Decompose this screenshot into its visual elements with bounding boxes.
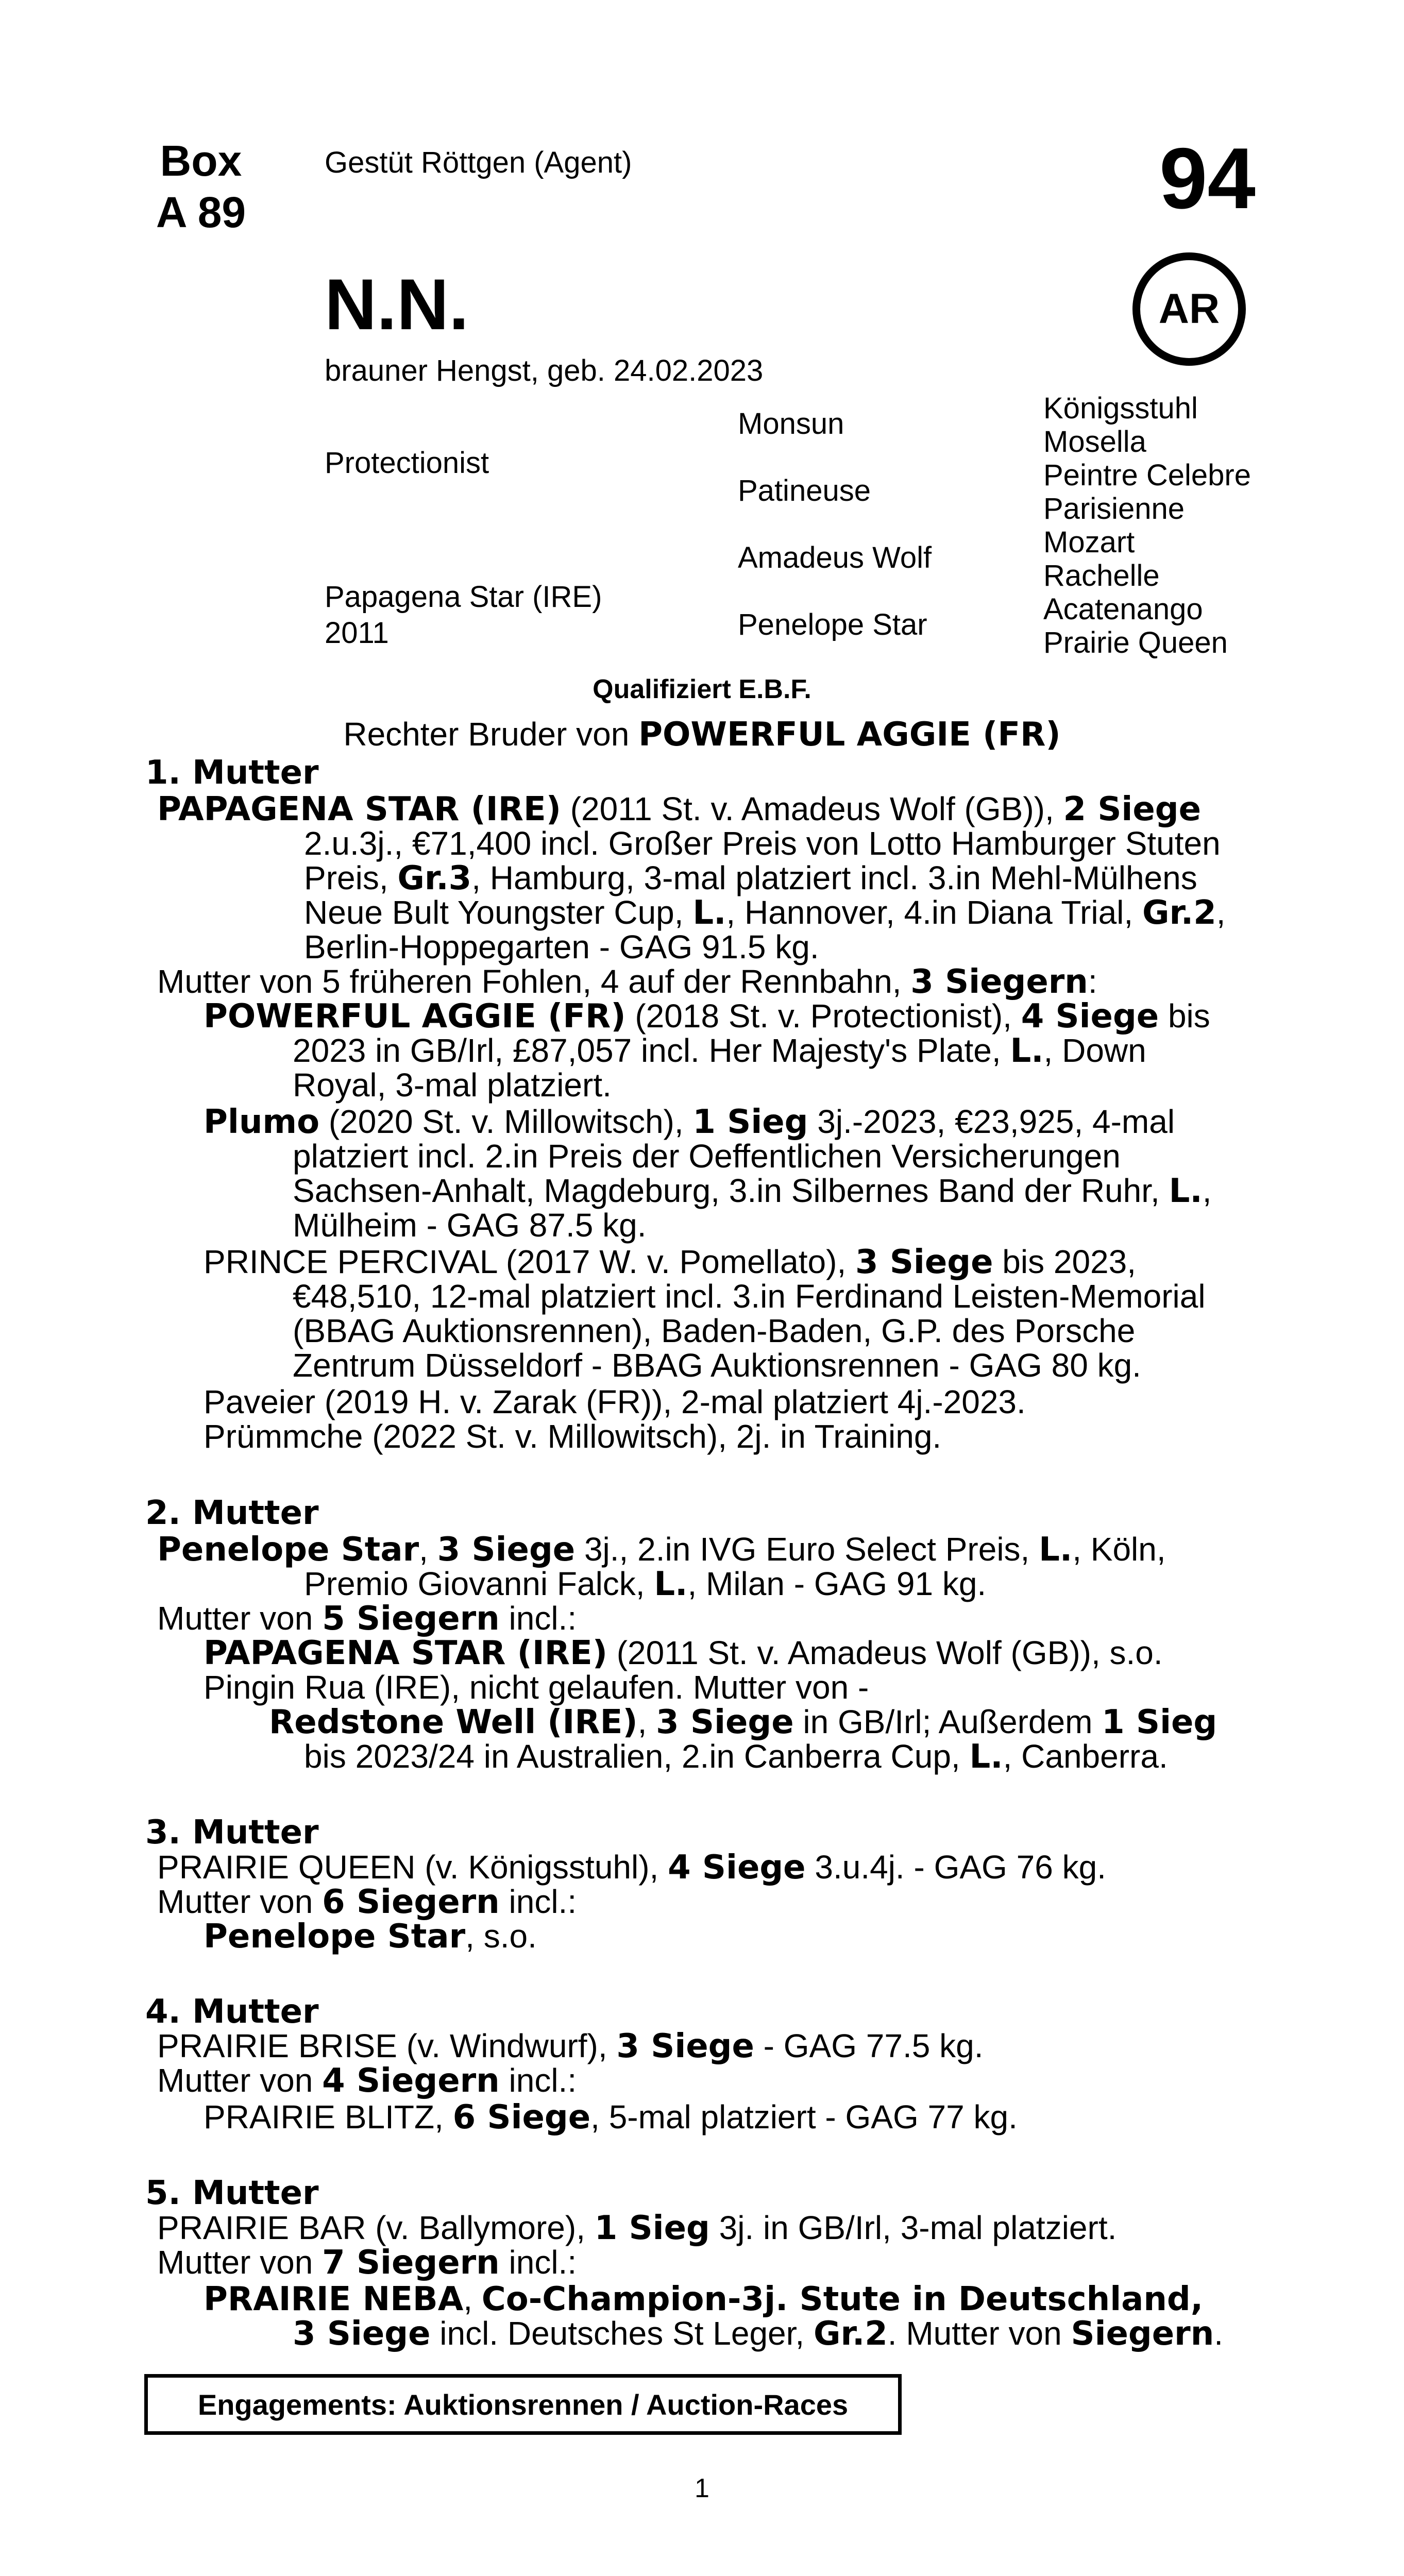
bold-segment: 3 Siege xyxy=(293,2315,431,2353)
record-line xyxy=(304,1739,1168,1774)
text-segment: , Down xyxy=(1043,1032,1146,1069)
section-heading xyxy=(145,1994,319,2029)
record-line xyxy=(157,791,1201,827)
record-line xyxy=(293,1033,1146,1069)
record-line xyxy=(157,2063,577,2098)
record-line xyxy=(304,860,1197,896)
record-line xyxy=(157,2028,984,2064)
text-segment: 2.u.3j., €71,400 incl. Großer Preis von Lotto Hamburger Stuten xyxy=(304,825,1221,862)
bold-segment: L. xyxy=(1039,1531,1073,1569)
bold-segment: L. xyxy=(1010,1032,1044,1070)
text-segment: . Mutter von xyxy=(887,2315,1071,2352)
bold-segment: PAPAGENA STAR (IRE) xyxy=(204,1634,607,1672)
record-line xyxy=(304,1566,986,1602)
pedigree-g2: Mosella xyxy=(1043,425,1146,459)
text-segment: Premio Giovanni Falck, xyxy=(304,1565,654,1602)
record-line xyxy=(157,1601,577,1636)
pedigree-g6: Rachelle xyxy=(1043,559,1160,592)
brother-prefix: Rechter Bruder von xyxy=(343,716,639,753)
lot-number: 94 xyxy=(1159,130,1256,227)
text-segment: , s.o. xyxy=(465,1918,537,1955)
section-heading-text: 4. Mutter xyxy=(145,1993,319,2031)
record-line xyxy=(204,1670,869,1705)
record-line xyxy=(293,1208,646,1243)
text-segment: (2011 St. v. Amadeus Wolf (GB)), xyxy=(561,790,1063,827)
record-line xyxy=(304,895,1226,930)
section-heading-text: 5. Mutter xyxy=(145,2174,319,2212)
text-segment: (BBAG Auktionsrennen), Baden-Baden, G.P. des Porsche xyxy=(293,1312,1136,1349)
record-line xyxy=(293,1313,1135,1348)
text-segment: Zentrum Düsseldorf - BBAG Auktionsrennen - GAG 80 kg. xyxy=(293,1347,1141,1384)
pedigree-dam-year: 2011 xyxy=(325,616,389,650)
text-segment: Pingin Rua (IRE), nicht gelaufen. Mutter von - xyxy=(204,1669,869,1706)
brother-line xyxy=(0,715,1404,754)
record-line xyxy=(157,1532,1166,1567)
record-line xyxy=(304,826,1221,861)
horse-name: N.N. xyxy=(325,264,469,345)
text-segment: (2020 St. v. Millowitsch), xyxy=(319,1103,693,1140)
record-line xyxy=(293,1067,612,1103)
text-segment: , Canberra. xyxy=(1003,1738,1168,1775)
text-segment: 3j.-2023, €23,925, 4-mal xyxy=(808,1103,1175,1140)
text-segment: 3j. in GB/Irl, 3-mal platziert. xyxy=(709,2209,1117,2246)
record-line xyxy=(204,1244,1136,1280)
bold-segment: L. xyxy=(692,894,726,932)
bold-segment: 1 Sieg xyxy=(1102,1703,1217,1741)
bold-segment: 1 Sieg xyxy=(594,2209,710,2247)
brother-name: POWERFUL AGGIE (FR) xyxy=(638,716,1061,754)
text-segment: Neue Bult Youngster Cup, xyxy=(304,894,693,931)
pedigree-sire-sire: Monsun xyxy=(738,407,844,440)
record-line xyxy=(204,1919,537,1954)
text-segment: Prümmche (2022 St. v. Millowitsch), 2j. in Training. xyxy=(204,1418,942,1455)
bold-segment: Redstone Well (IRE) xyxy=(269,1703,638,1741)
bold-segment: Co-Champion-3j. Stute in Deutschland, xyxy=(481,2280,1203,2318)
pedigree-g4: Parisienne xyxy=(1043,492,1185,526)
bold-segment: 3 Siege xyxy=(656,1703,794,1741)
pedigree-dam-dam: Penelope Star xyxy=(738,608,927,641)
bold-segment: Penelope Star xyxy=(204,1918,466,1956)
section-heading xyxy=(145,755,319,790)
bold-segment: 3 Siege xyxy=(855,1243,993,1281)
text-segment: in GB/Irl; Außerdem xyxy=(793,1703,1102,1740)
record-line xyxy=(293,2316,1223,2351)
text-segment: PRAIRIE BLITZ, xyxy=(204,2098,453,2136)
record-line xyxy=(157,1884,577,1920)
bold-segment: 3 Siege xyxy=(616,2027,754,2065)
bold-segment: Gr.2 xyxy=(1142,894,1216,932)
section-heading xyxy=(145,1815,319,1850)
engagements-box: Engagements: Auktionsrennen / Auction-Races xyxy=(144,2374,902,2435)
record-line xyxy=(157,964,1097,999)
text-segment: Mutter von xyxy=(157,1883,323,1920)
text-segment: , 5-mal platziert - GAG 77 kg. xyxy=(590,2098,1018,2136)
bold-segment: PAPAGENA STAR (IRE) xyxy=(157,790,561,828)
bold-segment: Gr.3 xyxy=(397,859,472,897)
section-heading xyxy=(145,2175,319,2211)
ar-badge: AR xyxy=(1132,252,1246,366)
text-segment: PRINCE PERCIVAL (2017 W. v. Pomellato), xyxy=(204,1243,855,1280)
text-segment: platziert incl. 2.in Preis der Oeffentlichen Versicherungen xyxy=(293,1138,1121,1175)
bold-segment: 6 Siege xyxy=(452,2098,591,2137)
qualification: Qualifiziert E.B.F. xyxy=(593,674,811,704)
text-segment: incl.: xyxy=(499,1883,577,1920)
text-segment: , Hannover, 4.in Diana Trial, xyxy=(726,894,1142,931)
text-segment: Mutter von 5 früheren Fohlen, 4 auf der Rennbahn, xyxy=(157,963,911,1000)
record-line xyxy=(157,1850,1106,1885)
text-segment: PRAIRIE BRISE (v. Windwurf), xyxy=(157,2027,617,2064)
bold-segment: 7 Siegern xyxy=(322,2244,500,2282)
record-line xyxy=(204,2099,1018,2135)
record-line xyxy=(204,1384,1026,1419)
bold-segment: Siegern xyxy=(1071,2315,1214,2353)
bold-segment: Gr.2 xyxy=(813,2315,888,2353)
bold-segment: 6 Siegern xyxy=(322,1883,500,1921)
text-segment: Sachsen-Anhalt, Magdeburg, 3.in Silbernes Band der Ruhr, xyxy=(293,1172,1169,1209)
section-heading-text: 3. Mutter xyxy=(145,1814,319,1852)
box-label xyxy=(149,135,252,238)
text-segment: bis 2023, xyxy=(993,1243,1136,1280)
section-heading xyxy=(145,1495,319,1531)
text-segment: Mutter von xyxy=(157,2062,323,2099)
text-segment: 3.u.4j. - GAG 76 kg. xyxy=(805,1849,1106,1886)
record-line xyxy=(204,1104,1175,1140)
pedigree-dam: Papagena Star (IRE) xyxy=(325,580,602,614)
text-segment: PRAIRIE BAR (v. Ballymore), xyxy=(157,2209,595,2246)
text-segment: - GAG 77.5 kg. xyxy=(754,2027,984,2064)
bold-segment: 4 Siege xyxy=(668,1849,806,1887)
record-line xyxy=(204,1419,941,1454)
bold-segment: Penelope Star xyxy=(157,1531,419,1569)
text-segment: PRAIRIE QUEEN (v. Königsstuhl), xyxy=(157,1849,668,1886)
pedigree-g3: Peintre Celebre xyxy=(1043,459,1251,492)
record-line xyxy=(304,929,819,964)
horse-description: brauner Hengst, geb. 24.02.2023 xyxy=(325,354,764,387)
text-segment: (2011 St. v. Amadeus Wolf (GB)), s.o. xyxy=(607,1634,1163,1671)
record-line xyxy=(204,2281,1203,2317)
text-segment: , Milan - GAG 91 kg. xyxy=(687,1565,987,1602)
bold-segment: 4 Siege xyxy=(1021,997,1159,1036)
text-segment: , xyxy=(1216,894,1226,931)
text-segment: , xyxy=(637,1703,656,1740)
text-segment: incl.: xyxy=(499,2062,577,2099)
pedigree-sire: Protectionist xyxy=(325,446,489,480)
bold-segment: 4 Siegern xyxy=(322,2062,500,2100)
bold-segment: 5 Siegern xyxy=(322,1600,500,1638)
bold-segment: 3 Siege xyxy=(437,1531,576,1569)
bold-segment: 2 Siege xyxy=(1063,790,1201,828)
bold-segment: 1 Sieg xyxy=(692,1103,808,1141)
section-heading-text: 1. Mutter xyxy=(145,754,319,792)
text-segment: incl.: xyxy=(499,1600,577,1637)
agent: Gestüt Röttgen (Agent) xyxy=(325,146,632,179)
bold-segment: PRAIRIE NEBA xyxy=(204,2280,464,2318)
text-segment: Paveier (2019 H. v. Zarak (FR)), 2-mal platziert 4j.-2023. xyxy=(204,1383,1026,1420)
text-segment: (2018 St. v. Protectionist), xyxy=(625,997,1021,1035)
text-segment: : xyxy=(1088,963,1097,1000)
text-segment: €48,510, 12-mal platziert incl. 3.in Ferdinand Leisten-Memorial xyxy=(293,1278,1206,1315)
pedigree-dam-sire: Amadeus Wolf xyxy=(738,541,932,574)
text-segment: bis 2023/24 in Australien, 2.in Canberra Cup, xyxy=(304,1738,970,1775)
record-line xyxy=(293,1139,1121,1174)
bold-segment: 3 Siegern xyxy=(910,963,1088,1001)
record-line xyxy=(204,1635,1163,1671)
box-word: Box xyxy=(160,137,242,185)
text-segment: Mutter von xyxy=(157,2244,323,2281)
pedigree-sire-dam: Patineuse xyxy=(738,474,871,507)
bold-segment: L. xyxy=(1169,1172,1203,1210)
text-segment: Royal, 3-mal platziert. xyxy=(293,1066,612,1104)
pedigree-g1: Königsstuhl xyxy=(1043,392,1198,425)
text-segment: incl.: xyxy=(499,2244,577,2281)
text-segment: incl. Deutsches St Leger, xyxy=(430,2315,814,2352)
section-heading-text: 2. Mutter xyxy=(145,1494,319,1532)
record-line xyxy=(157,2245,577,2280)
text-segment: , xyxy=(463,2280,482,2317)
text-segment: 3j., 2.in IVG Euro Select Preis, xyxy=(575,1531,1039,1568)
text-segment: 2023 in GB/Irl, £87,057 incl. Her Majesty's Plate, xyxy=(293,1032,1010,1069)
bold-segment: L. xyxy=(654,1565,688,1603)
text-segment: Mülheim - GAG 87.5 kg. xyxy=(293,1207,647,1244)
record-line xyxy=(293,1348,1141,1383)
text-segment: Preis, xyxy=(304,859,398,896)
record-line xyxy=(293,1173,1211,1209)
record-line xyxy=(293,1279,1206,1314)
record-line xyxy=(269,1704,1217,1740)
text-segment: Mutter von xyxy=(157,1600,323,1637)
record-line xyxy=(157,2210,1117,2246)
pedigree-g7: Acatenango xyxy=(1043,592,1203,626)
bold-segment: Plumo xyxy=(204,1103,320,1141)
text-segment: , xyxy=(1202,1172,1212,1209)
box-number: A 89 xyxy=(156,188,246,236)
text-segment: , Hamburg, 3-mal platziert incl. 3.in Mehl-Mülhens xyxy=(471,859,1197,896)
text-segment: . xyxy=(1214,2315,1224,2352)
pedigree-g8: Prairie Queen xyxy=(1043,626,1228,659)
record-line xyxy=(204,998,1210,1034)
text-segment: , xyxy=(419,1531,437,1568)
text-segment: , Köln, xyxy=(1072,1531,1166,1568)
bold-segment: POWERFUL AGGIE (FR) xyxy=(204,997,626,1036)
text-segment: Berlin-Hoppegarten - GAG 91.5 kg. xyxy=(304,928,819,965)
text-segment: bis xyxy=(1159,997,1210,1035)
bold-segment: L. xyxy=(969,1738,1003,1776)
page-number: 1 xyxy=(695,2473,709,2503)
pedigree-g5: Mozart xyxy=(1043,526,1135,559)
